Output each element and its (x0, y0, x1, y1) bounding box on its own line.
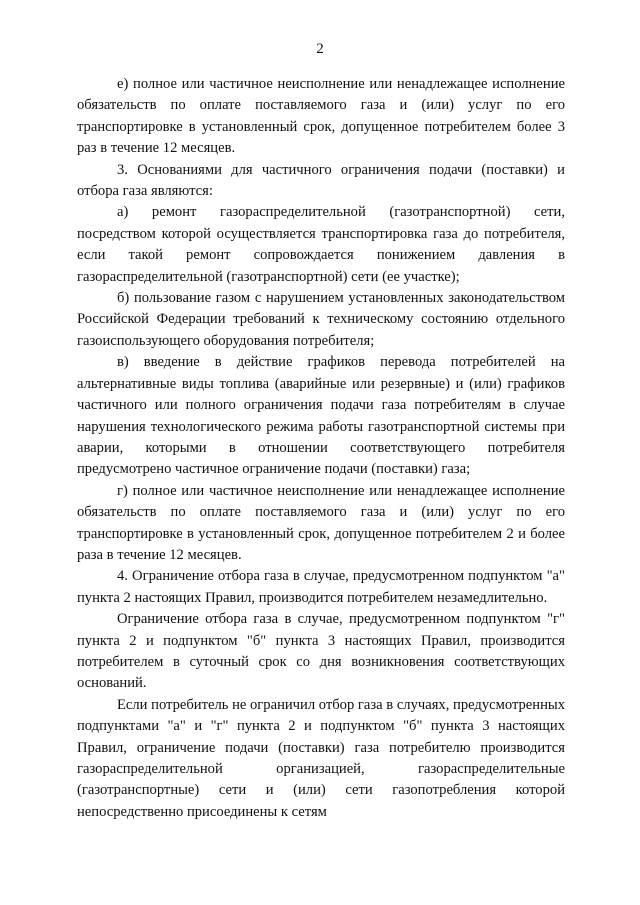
paragraph-section-4: 4. Ограничение отбора газа в случае, предусмотренном подпунктом "а" пункта 2 настоящих Правил, производится потребителем незамедлительно. (77, 568, 565, 606)
paragraph-item-v: в) введение в действие графиков перевода потребителей на альтернативные виды топлива (аварийные или резервные) и (или) графиков частичного или полного ограничения подачи газа потребителям в случае нарушения технологического режима работы газотранспортной системы при аварии, которыми в отношении соответствующего потребителя предусмотрено частичное ограничение подачи (поставки) газа; (77, 354, 565, 478)
page-number: 2 (316, 41, 324, 57)
paragraph-item-a: а) ремонт газораспределительной (газотранспортной) сети, посредством которой осуществляется транспортировка газа до потребителя, если такой ремонт сопровождается понижением давления в газораспределительной (газотранспортной) сети (ее участке); (77, 204, 565, 285)
paragraph-if-consumer: Если потребитель не ограничил отбор газа в случаях, предусмотренных подпунктами "а" и "г" пункта 2 и подпунктом "б" пункта 3 настоящих Правил, ограничение подачи (поставки) газа потребителю производится газораспределительной организацией, газораспределительные (газотранспортные) сети и (или) сети газопотребления которой непосредственно присоединены к сетям (77, 696, 565, 820)
paragraph-section-3: 3. Основаниями для частичного ограничения подачи (поставки) и отбора газа являются: (77, 161, 565, 200)
paragraph-item-g: г) полное или частичное неисполнение или ненадлежащее исполнение обязательств по оплате поставляемого газа и (или) услуг по его транспортировке в установленный срок, допущенное потребителем 2 и более раза в течение 12 месяцев. (77, 482, 565, 563)
paragraph-limitation-g-b: Ограничение отбора газа в случае, предусмотренном подпунктом "г" пункта 2 и подпунктом "б" пункта 3 настоящих Правил, производится потребителем в суточный срок со дня возникновения соответствующих оснований. (77, 611, 565, 692)
paragraph-item-b: б) пользование газом с нарушением установленных законодательством Российской Федерации требований к техническому состоянию отдельного газоиспользующего оборудования потребителя; (77, 290, 565, 349)
paragraph-item-e: е) полное или частичное неисполнение или ненадлежащее исполнение обязательств по оплате поставляемого газа и (или) услуг по его транспортировке в установленный срок, допущенное потребителем более 3 раз в течение 12 месяцев. (77, 76, 565, 157)
body-text (77, 74, 565, 823)
